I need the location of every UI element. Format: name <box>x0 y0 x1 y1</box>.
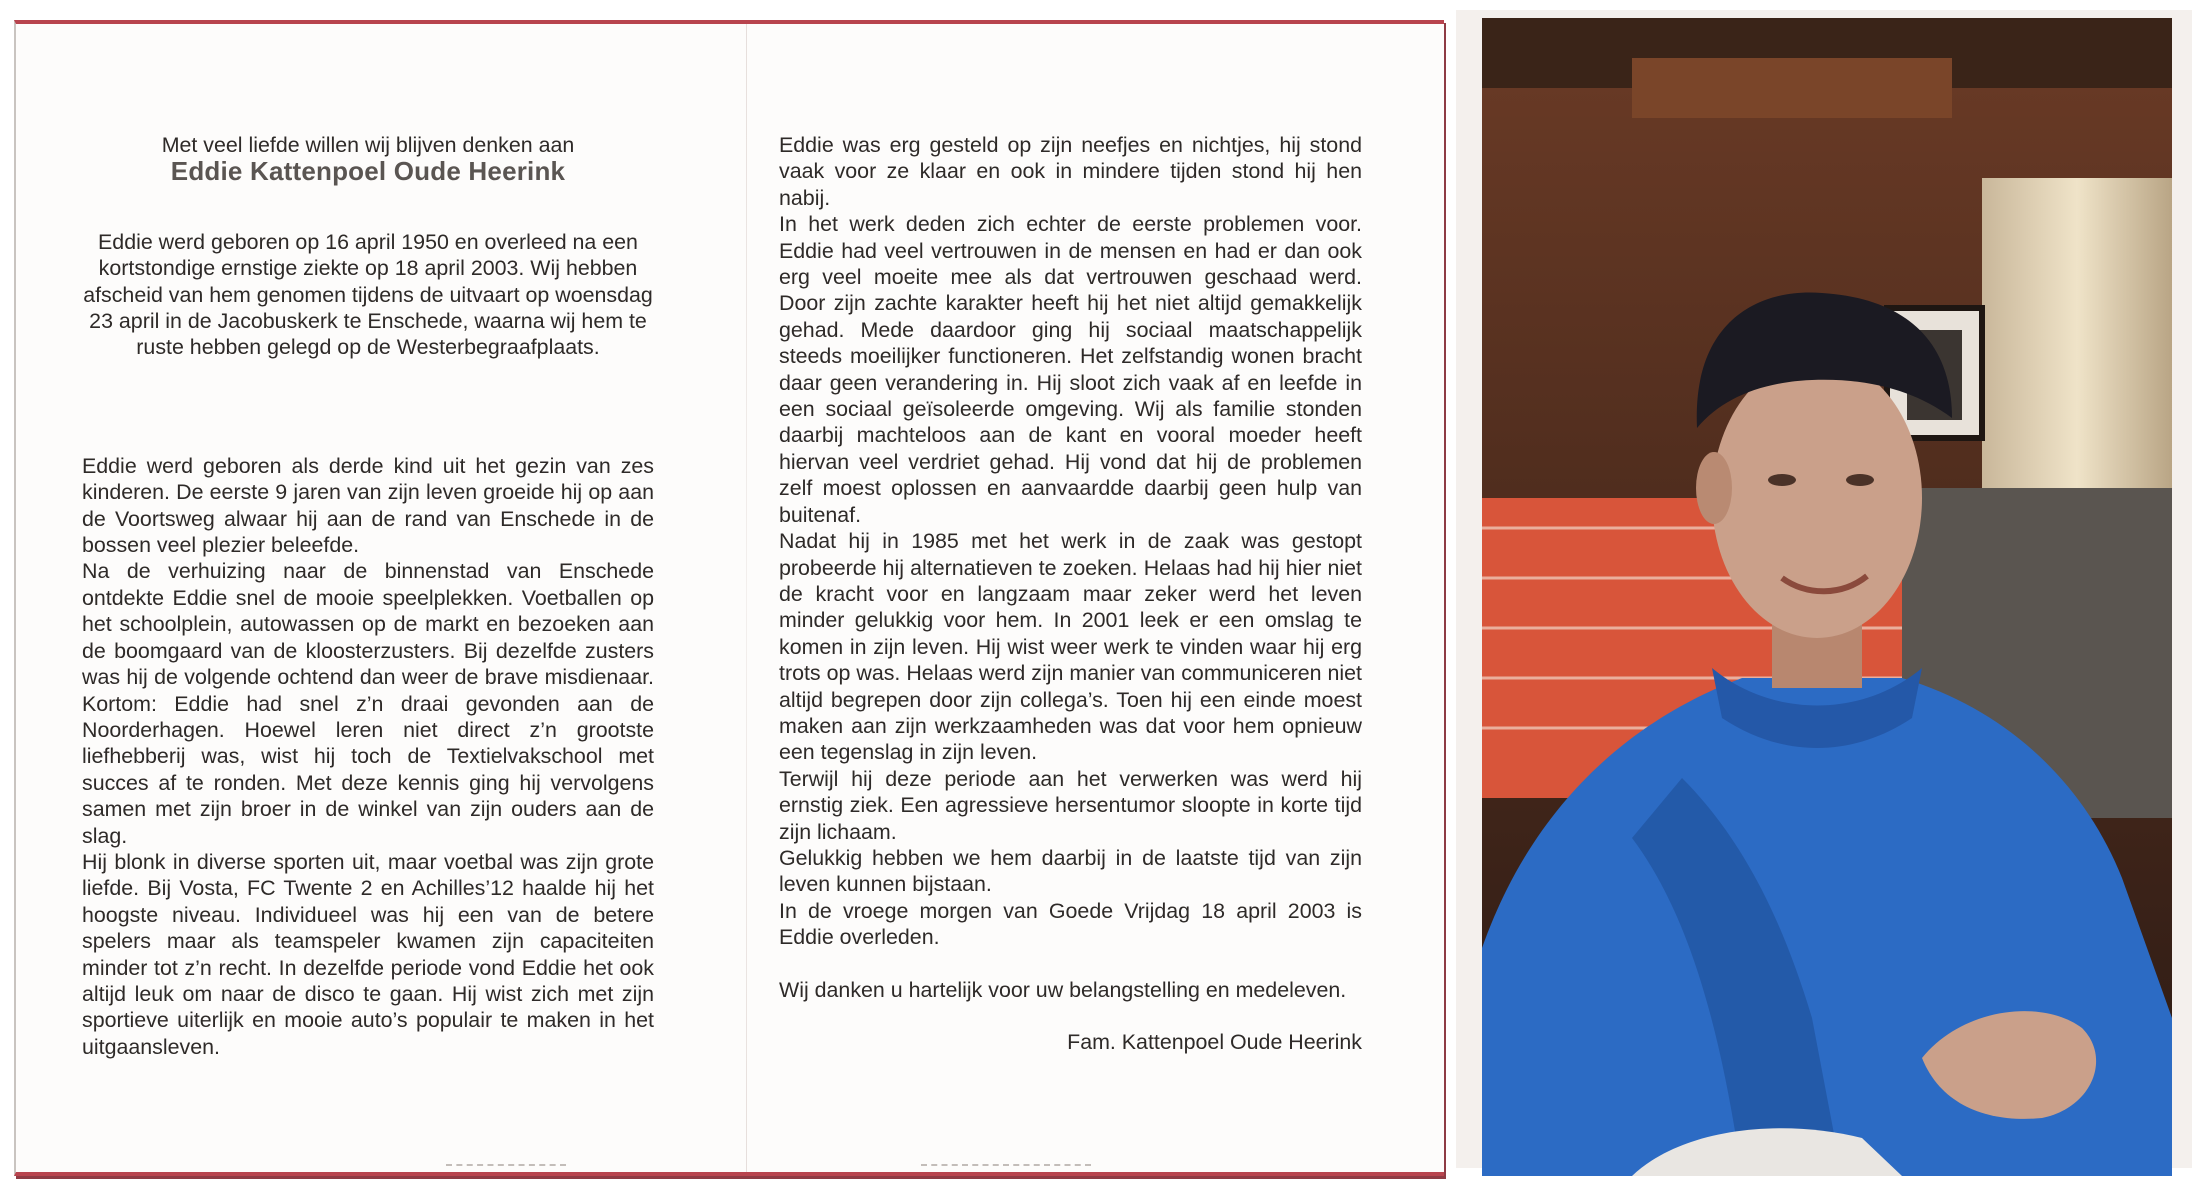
memorial-card <box>14 20 1444 1176</box>
family-signature: Fam. Kattenpoel Oude Heerink <box>1067 1030 1362 1054</box>
bio-paragraph-3: Hij blonk in diverse sporten uit, maar voetbal was zijn grote liefde. Bij Vosta, FC Twente 2 en Achilles’12 haalde hij het hoogste niveau. Individueel was hij een van de betere spelers maar als teamspeler kwamen zijn capaciteiten minder tot z’n recht. In dezelfde periode vond Eddie het ook altijd leuk om naar de disco te gaan. Hij wist zich met zijn sportieve uiterlijk en mooie auto’s populair te maken in het uitgaansleven. <box>82 849 654 1059</box>
right-paragraph-1: Eddie was erg gesteld op zijn neefjes en nichtjes, hij stond vaak voor ze klaar en ook in mindere tijden stond hij hen nabij. <box>779 133 1362 210</box>
portrait-photo <box>1482 18 2172 1176</box>
left-page <box>82 132 654 1060</box>
right-paragraph-3: Nadat hij in 1985 met het werk in de zaak was gestopt probeerde hij alternatieven te zoeken. Helaas had hij hier niet de kracht voor en langzaam maar zeker werd het leven minder gelukkig voor hem. In 2001 leek er een omslag te komen in zijn leven. Hij wist weer werk te vinden waar hij erg trots op was. Helaas werd zijn manier van communiceren niet altijd begrepen door zijn collega’s. Toen hij een einde moest maken aan zijn werkzaamheden was dat voor hem opnieuw een tegenslag in zijn leven. <box>779 529 1362 765</box>
right-eye <box>1846 474 1874 486</box>
left-eye <box>1768 474 1796 486</box>
ear <box>1696 452 1732 524</box>
right-paragraph-5: Gelukkig hebben we hem daarbij in de laatste tijd van zijn leven kunnen bijstaan. <box>779 845 1362 897</box>
portrait-illustration <box>1482 18 2172 1176</box>
right-paragraph-4: Terwijl hij deze periode aan het verwerken was werd hij ernstig ziek. Een agressieve hersentumor sloopte in korte tijd zijn lichaam. <box>779 766 1362 844</box>
right-paragraph-2: In het werk deden zich echter de eerste problemen voor. Eddie had veel vertrouwen in de mensen en had er dan ook erg veel moeite mee als dat vertrouwen geschaad werd. Door zijn zachte karakter heeft hij het niet altijd gemakkelijk gehad. Mede daardoor ging hij sociaal maatschappelijk steeds moeilijker functioneren. Het zelfstandig wonen bracht daar geen verandering in. Hij sloot zich vaak af en leefde in een sociaal geïsoleerde omgeving. Wij als familie stonden daarbij machteloos aan de kant en vooral moeder heeft hiervan veel verdriet gehad. Hij vond dat hij de problemen zelf moest oplossen en aanvaardde daarbij geen hulp van buitenaf. <box>779 212 1362 527</box>
shelf <box>1632 58 1952 118</box>
perforation-left <box>446 1164 566 1166</box>
bio-paragraph-1: Eddie werd geboren als derde kind uit het gezin van zes kinderen. De eerste 9 jaren van zijn leven groeide hij op aan de Voortsweg alwaar hij aan de rand van Enschede in de bossen veel plezier beleefde. <box>82 453 654 558</box>
deceased-name: Eddie Kattenpoel Oude Heerink <box>170 156 566 187</box>
card-fold <box>746 24 747 1172</box>
summary-paragraph: Eddie werd geboren op 16 april 1950 en overleed na een kortstondige ernstige ziekte op 18 april 2003. Wij hebben afscheid van hem genomen tijdens de uitvaart op woensdag 23 april in de Jacobuskerk te Enschede, waarna wij hem te ruste hebben gelegd op de Westerbegraafplaats. <box>83 229 653 360</box>
photo-card <box>1456 10 2192 1168</box>
bio-paragraph-2: Na de verhuizing naar de binnenstad van Enschede ontdekte Eddie snel de mooie speelplekken. Voetballen op het schoolplein, autowassen op de markt en bezoeken aan de boomgaard van de kloosterzusters. Bij dezelfde zusters was hij de volgende ochtend dan weer de brave misdienaar. Kortom: Eddie had snel z’n draai gevonden aan de Noorderhagen. Hoewel leren niet direct z’n grootste liefhebberij was, wist hij toch de Textielvakschool met succes af te ronden. Met deze kennis ging hij vervolgens samen met zijn broer in de winkel van zijn ouders aan de slag. <box>82 559 654 848</box>
window-curtain <box>1982 178 2172 498</box>
face <box>1712 358 1922 638</box>
intro-line: Met veel liefde willen wij blijven denken aan <box>161 133 575 157</box>
thanks-paragraph: Wij danken u hartelijk voor uw belangstelling en medeleven. <box>779 977 1347 1002</box>
right-paragraph-6: In de vroege morgen van Goede Vrijdag 18 april 2003 is Eddie overleden. <box>779 898 1362 950</box>
perforation-right <box>921 1164 1091 1166</box>
right-page <box>779 132 1362 1055</box>
